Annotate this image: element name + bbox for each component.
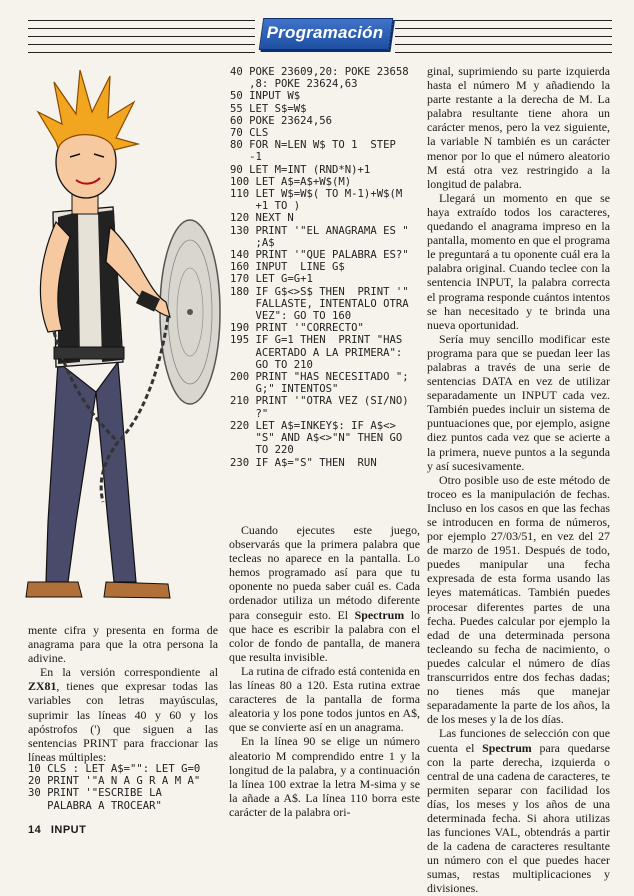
- code-line: 20 PRINT '"A N A G R A M A": [28, 775, 201, 788]
- paragraph: En la línea 90 se elige un número aleatorio M comprendido entre 1 y la longitud de la palabra, y a continuación la línea 100 extrae la letra M-sima y se la añade a A$. La línea 110 borra este carácter de la palabra ori-: [229, 734, 420, 819]
- code-line: 130 PRINT '"EL ANAGRAMA ES ": [230, 224, 409, 237]
- code-line: 110 LET W$=W$( TO M-1)+W$(M: [230, 188, 403, 201]
- code-listing-zx81: [28, 763, 224, 812]
- section-title: Programación: [266, 23, 384, 42]
- paragraph: Otro posible uso de este método de troceo es la manipulación de fechas. Incluso en los casos en que las fechas se introducen en forma de números, por ejemplo 27/03/51, en vez del 27 de marzo de 1951. Después de todo, puedes manipular una fecha expresada de esta forma usando las leyes matemáticas. También puedes procesar diferentes partes de una fecha. Puedes calcular por ejemplo la edad de una determinada persona tecleando su fecha de nacimiento, o puedes calcular el número de días transcurridos entre dos fechas dadas; no tienes más que manejar separadamente la parte de los años, la de los meses y la de los días.: [427, 472, 610, 727]
- code-line: ,8: POKE 23624,63: [230, 78, 358, 91]
- code-line: -1: [230, 151, 262, 164]
- section-banner: [255, 14, 395, 54]
- code-line: GO TO 210: [230, 358, 313, 371]
- code-line: 100 LET A$=A$+W$(M): [230, 175, 352, 188]
- paragraph: Sería muy sencillo modificar este programa para que se puedan leer las palabras a través de una serie de sentencias DATA en vez de utilizar separadamente un INPUT cada vez. También puedes incluir un sistema de puntuaciones que, por ejemplo, asigne diez puntos cada vez que se acierte a la primera, nueve puntos a la segunda y así sucesivamente.: [427, 331, 610, 473]
- code-listing-main: [230, 66, 426, 469]
- code-line: VEZ": GO TO 160: [230, 310, 352, 323]
- code-line: 10 CLS : LET A$="": LET G=0: [28, 763, 201, 775]
- code-line: 120 NEXT N: [230, 212, 294, 225]
- paragraph: ginal, suprimiendo su parte izquierda hasta el número M y añadiendo la parte restante a la derecha de M. La palabra resultante tiene ahora un carácter menos, pero la vez siguiente, la variable N también es un carácter menor por lo que el número aleatorio M está otra vez restringido a la longitud de palabra.: [427, 64, 610, 191]
- punk-illustration: [18, 62, 230, 617]
- code-line: 200 PRINT "HAS NECESITADO ";: [230, 371, 409, 384]
- code-line: 60 POKE 23624,56: [230, 114, 333, 127]
- page-footer: [28, 824, 86, 836]
- code-line: 40 POKE 23609,20: POKE 23658: [230, 66, 409, 78]
- code-line: 30 PRINT '"ESCRIBE LA: [28, 787, 162, 800]
- code-line: 80 FOR N=LEN W$ TO 1 STEP: [230, 139, 396, 152]
- paragraph: Llegará un momento en que se haya extraído todos los caracteres, quedando el anagrama impreso en la pantalla, momento en que el programa le preguntará a tu oponente cuál era la palabra original. Cuando teclee con la sentencia INPUT, la palabra correcta el programa responde cuántos intentos se han necesitado y te brinda una nueva oportunidad.: [427, 190, 610, 332]
- code-line: 160 INPUT LINE G$: [230, 261, 345, 274]
- code-line: 190 PRINT '"CORRECTO": [230, 322, 364, 335]
- article-text-middle: [229, 523, 420, 819]
- paragraph: Las funciones de selección con que cuenta el Spectrum para quedarse con la parte derecha, izquierda o central de una cadena de caracteres, te permiten separar con facilidad los días, los meses y los años de una determinada fecha. Si ahora utilizas las funciones VAL, obtendrás a partir de la cadena de caracteres resultante un número con el que puedes hacer sumas, restas multiplicaciones y divisiones.: [427, 726, 610, 896]
- article-text-left: [28, 623, 218, 764]
- code-line: ?": [230, 407, 269, 420]
- code-line: 210 PRINT '"OTRA VEZ (SI/NO): [230, 395, 409, 408]
- code-line: ;A$: [230, 236, 275, 249]
- code-line: +1 TO ): [230, 200, 301, 213]
- paragraph: mente cifra y presenta en forma de anagrama para que la otra persona la adivine.: [28, 623, 218, 666]
- code-line: 220 LET A$=INKEY$: IF A$<>: [230, 419, 396, 432]
- code-line: TO 220: [230, 444, 294, 457]
- code-line: 140 PRINT '"QUE PALABRA ES?": [230, 249, 409, 262]
- code-line: 70 CLS: [230, 127, 269, 140]
- code-line: G;" INTENTOS": [230, 383, 339, 396]
- magazine-name: INPUT: [50, 824, 87, 836]
- code-line: 55 LET S$=W$: [230, 102, 307, 115]
- code-line: 170 LET G=G+1: [230, 273, 313, 286]
- paragraph: En la versión correspondiente al ZX81, tienes que expresar todas las variables con letras mayúsculas, suprimir las líneas 40 y 60 y los apóstrofos (') que siguen a las sentencias PRINT para fraccionar las líneas múltiples:: [28, 665, 218, 764]
- code-line: 50 INPUT W$: [230, 90, 301, 103]
- article-text-right: [427, 64, 610, 896]
- code-line: "S" AND A$<>"N" THEN GO: [230, 432, 403, 445]
- page-number: 14: [28, 824, 42, 836]
- code-line: 180 IF G$<>S$ THEN PRINT '": [230, 285, 409, 298]
- code-line: FALLASTE, INTENTALO OTRA: [230, 297, 409, 310]
- paragraph: Cuando ejecutes este juego, observarás que la primera palabra que tecleas no aparece en la pantalla. Lo hemos programado así para que tu oponente no pueda saber cuál es. Cada ordenador utiliza un método diferente para conseguir esto. El Spectrum lo que hace es escribir la palabra con el color de fondo de pantalla, de manera que resulta invisible.: [229, 523, 420, 664]
- code-line: 230 IF A$="S" THEN RUN: [230, 456, 377, 469]
- paragraph: La rutina de cifrado está contenida en las líneas 80 a 120. Esta rutina extrae caracteres de la pantalla de forma aleatoria y los pone todos juntos en A$, que se convierte así en un anagrama.: [229, 663, 420, 735]
- code-line: PALABRA A TROCEAR": [28, 799, 162, 812]
- code-line: 195 IF G=1 THEN PRINT "HAS: [230, 334, 403, 347]
- code-line: ACERTADO A LA PRIMERA":: [230, 346, 403, 359]
- code-line: 90 LET M=INT (RND*N)+1: [230, 163, 371, 176]
